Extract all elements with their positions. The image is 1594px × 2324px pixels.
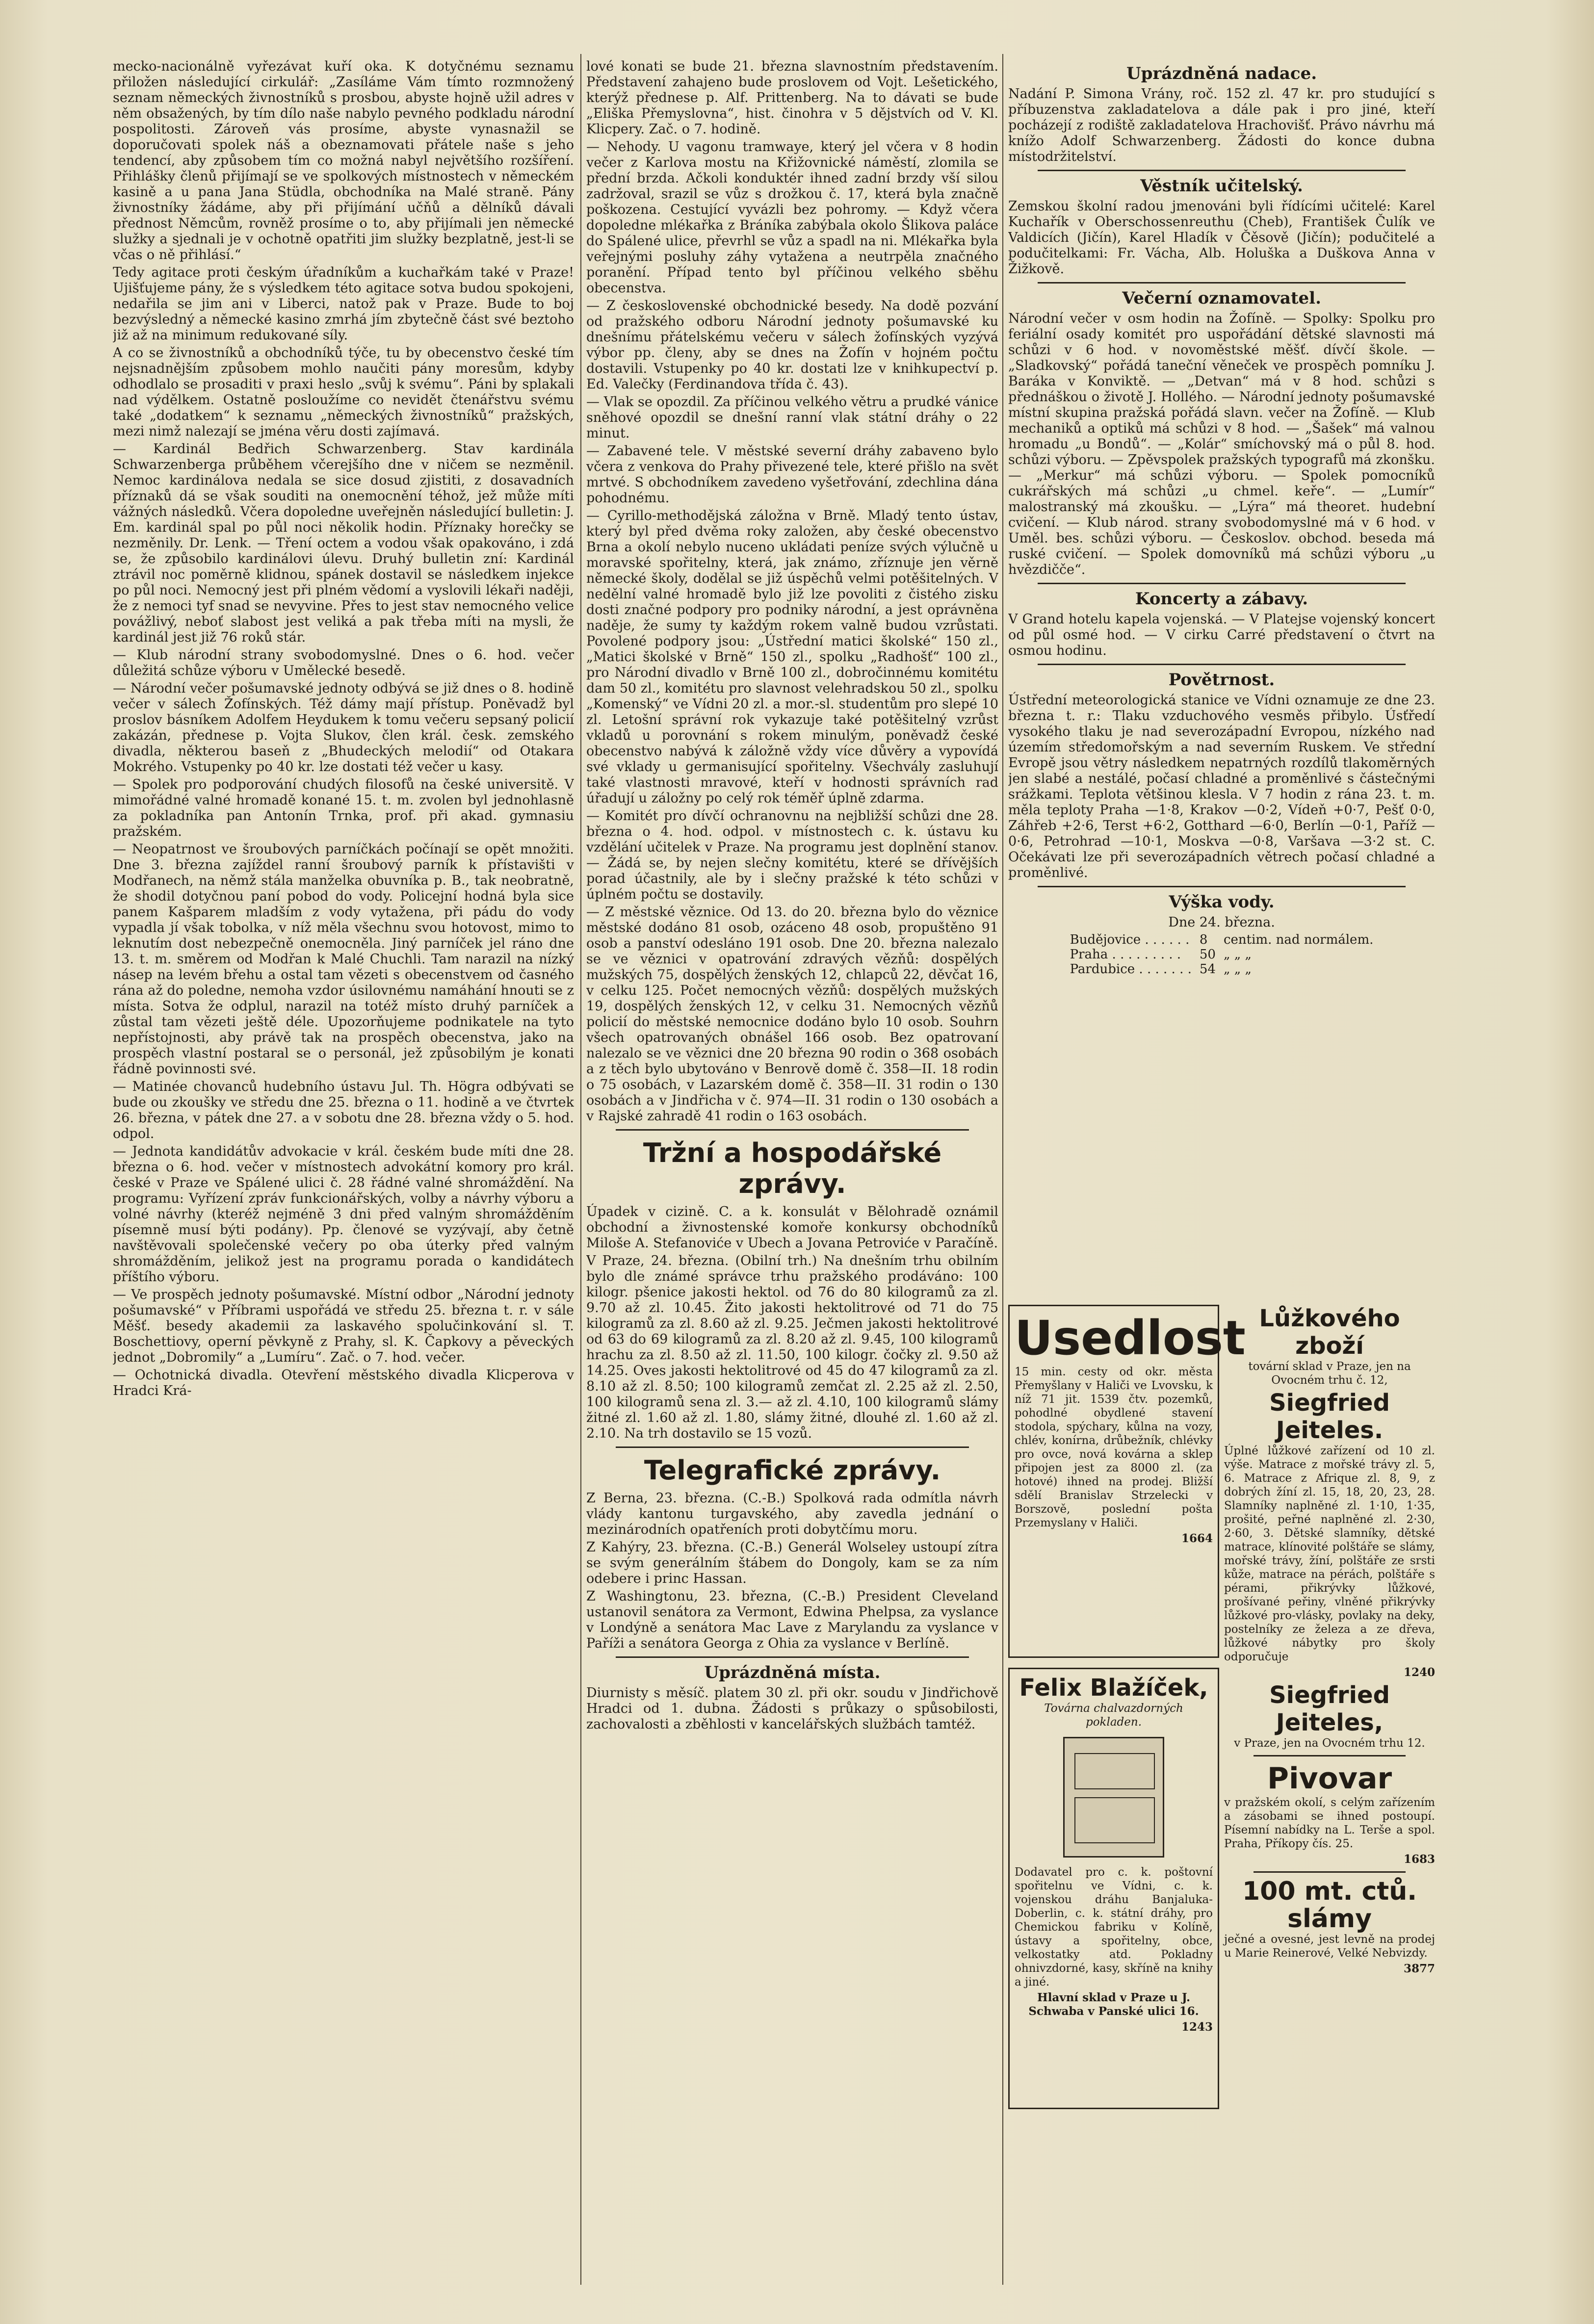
article-paragraph: Úpadek v cizině. C. a k. konsulát v Bělohradě oznámil obchodní a živnostenské komoře konkursy obchodníků Miloše A. Stefanoviće v Ubech a Jovana Petroviće v Paračíně. bbox=[586, 1204, 998, 1251]
bed-title: Lůžkového zboží bbox=[1259, 1305, 1400, 1360]
article-paragraph: — Z městské věznice. Od 13. do 20. března bylo do věznice městské dodáno 81 osob, ozáceno 48 osob, propuštěno 91 osob a panství odesláno 191 osob. Dne 20. března nalezalo se ve věznici v opatrování zdravých vězňů: dospělých mužských 75, dospělých ženských 12, chlapců 22, děvčat 16, v celku 125. Počet nemocných vězňů: dospělých mužských 19, dospělých ženských 12, v celku 31. Nemocných vězňů policií do městské nemocnice dodáno bylo 10 osob. Souhrn všech opatrovaných obnášel 166 osob. Bez opatrovaní nalezalo se ve věznici dne 20 března 90 rodin o 368 osobách a z těch bylo ubytováno v Benrově domě č. 358—II. 18 rodin o 75 osobách, v Lazarském domě č. 358—II. 31 rodin o 130 osobách a v Jindřicha v č. 974—II. 31 rodin o 130 osobách a v Rajské zahradě 41 rodin o 163 osobách. bbox=[586, 904, 998, 1124]
water-place: Budějovice . . . . . . bbox=[1070, 932, 1190, 947]
ad-number: 3877 bbox=[1403, 1962, 1435, 1975]
section-divider bbox=[616, 1656, 969, 1658]
telegraph-heading: Telegrafické zprávy. bbox=[644, 1455, 941, 1486]
article-paragraph: — Z československé obchodnické besedy. Na dodě pozvání od pražského odboru Národní jednoty pošumavské ku dnešnímu přátelskému večeru v sálech žofínských vyzývá výbor pp. členy, aby se dnes na Žofín v hojném počtu dostavili. Vstupenky po 40 kr. dostati lze v knihkupectví p. Ed. Valečky (Ferdinandova třída č. 43). bbox=[586, 298, 998, 392]
ad-number: 1683 bbox=[1403, 1853, 1435, 1866]
market-heading: Tržní a hospodářské zprávy. bbox=[643, 1137, 942, 1199]
water-heading: Výška vody. bbox=[1169, 892, 1275, 912]
section-divider bbox=[1038, 886, 1406, 887]
article-paragraph: — Ochotnická divadla. Otevření městského divadla Klicperova v Hradci Krá- bbox=[113, 1368, 574, 1398]
water-value: 8 bbox=[1199, 932, 1208, 947]
section-divider bbox=[616, 1446, 969, 1448]
column-rule bbox=[580, 54, 581, 2285]
article-paragraph: Ústřední meteorologická stanice ve Vídni oznamuje ze dne 23. března t. r.: Tlaku vzduchového vesměs přibylo. Úsťředí vysokého tlaku je nad severozápadní Evropou, nízkého nad územím středomořským a nad severním Ruskem. Ve střední Evropě jsou větry následkem nepatrných rozdílů tlakoměrných jen slabé a nestálé, počasí chladné a proměnlivé s částečnými srážkami. Teplota většinou klesla. V 7 hodin z rána 23. t. m. měla teploty Praha —1·8, Krakov —0·2, Vídeň +0·7, Pešť 0·0, Záhřeb +2·6, Terst +6·2, Gotthard —6·0, Berlín —0·1, Paříž —0·6, Petrohrad —10·1, Moskva —0·8, Varšava —3·2 st. C. Očekávati lze při severozápadních větrech počasí chladné a proměnlivé. bbox=[1008, 693, 1435, 880]
article-paragraph: V Praze, 24. března. (Obilní trh.) Na dnešním trhu obilním bylo dle známé správce trhu pražského prodáváno: 100 kilogr. pšenice jakosti hektol. od 76 do 80 kilogramů za zl. 9.70 až zl. 10.45. Žito jakosti hektolitrové od 71 do 75 kilogramů za zl. 8.60 až zl. 9.25. Ječmen jakosti hektolitrové od 63 do 69 kilogramů za zl. 8.20 až zl. 9.45, 100 kilogramů hrachu za zl. 8.50 až zl. 11.50, 100 kilogr. čočky zl. 9.50 až 14.25. Oves jakosti hektolitrové od 45 do 47 kilogramů za zl. 8.10 až zl. 8.50; 100 kilogramů zemčat zl. 2.25 až zl. 2.50, 100 kilogramů sena zl. 3.— až zl. 4.10, 100 kilogramů slámy žitné zl. 1.60 až zl. 1.80, slámy žitné, dlouhé zl. 1.60 až zl. 2.10. Na trh dostavilo se 15 vozů. bbox=[586, 1253, 998, 1441]
ad-text: ječné a ovesné, jest levně na prodej u Marie Reinerové, Velké Nebvizdy. bbox=[1224, 1933, 1435, 1960]
bed-address: v Praze, jen na Ovocném trhu 12. bbox=[1234, 1737, 1425, 1750]
ad-number: 1664 bbox=[1181, 1532, 1213, 1545]
article-paragraph: — Spolek pro podporování chudých filosofů na české universitě. V mimořádné valné hromadě konané 15. t. m. zvolen byl jednohlasně za pokladníka pan Antonín Trnka, prof. při akad. gymnasiu pražském. bbox=[113, 777, 574, 839]
vacancy-heading: Uprázdněná místa. bbox=[704, 1663, 881, 1682]
table-row bbox=[1066, 932, 1378, 947]
ad-number: 1240 bbox=[1403, 1666, 1435, 1679]
water-value: 54 bbox=[1199, 962, 1216, 977]
water-level-box bbox=[1008, 892, 1435, 977]
article-paragraph: Národní večer v osm hodin na Žofíně. — Spolky: Spolku pro feriální osady komitét pro uspořádání dětské slavnosti má schůzi v 6 hod. v novoměstské měšť. dívčí škole. — „Sladkovský“ pořádá taneční věneček ve prospěch pomníku J. Baráka v Konviktě. — „Detvan“ má v 8 hod. schůzi s přednáškou o životě J. Hollého. — Národní jednoty pošumavské místní skupina pražská pořádá slavn. večer na Žofíně. — Klub mechaniků a optiků má schůzi v 8 hod. — „Šašek“ má valnou hromadu „u Bondů“. — „Kolár“ smíchovský má o půl 8. hod. schůzi výboru. — Zpěvspolek pražských typografů má zkonšku. — „Merkur“ má schůzi výboru. — Spolek pomocníků cukrářských má schůzi „u chmel. keře“. — „Lumír“ malostranský má zkoušku. — „Lýra“ má theoret. hudební cvičení. — Klub národ. strany svobodomyslné má v 6 hod. v Uměl. bes. schůzi výboru. — Českoslov. obchod. beseda má ruské cvičení. — Spolek domovníků má schůzi výboru „u hvězdičče“. bbox=[1008, 311, 1435, 577]
ad-text: 15 min. cesty od okr. města Přemyšlany v Haliči ve Lvovsku, k níž 71 jit. 1539 čtv. pozemků, pohodlné obydlené stavení stodola, spýchary, kůlna na vozy, chlév, konírna, drůbežník, chlévky pro ovce, nová kovárna a sklep připojen jest za 8000 zl. (za hotové) ihned na prodej. Bližší sdělí Branislav Strzelecki v Borszově, poslední pošta Przemyslany v Haliči. bbox=[1015, 1366, 1213, 1529]
water-place: Pardubice . . . . . . . bbox=[1070, 962, 1192, 977]
article-paragraph: V Grand hotelu kapela vojenská. — V Platejse vojenský koncert od půl osmé hod. — V cirku Carré představení o čtvrt na osmou hodinu. bbox=[1008, 612, 1435, 658]
section-divider bbox=[1254, 1755, 1406, 1756]
article-paragraph: — Cyrillo-methodějská záložna v Brně. Mladý tento ústav, který byl před dvěma roky založen, aby české obecenstvo Brna a okolí nebylo nuceno ukládati peníze svých výlučně u moravské spořitelny, která, jak známo, zříznuje jen věrně německé školy, dodělal se již úspěchů velmi potěšitelných. V nedělní valné hromadě bylo již lze povoliti z čistého zisku dosti značné podpory pro podniky národní, a jest oprávněna naděje, že sumy ty každým rokem valně budou vzrůstati. Povolené podpory jsou: „Ústřední matici školské“ 150 zl., „Matici školské v Brně“ 150 zl., spolku „Radhošť“ 100 zl., pro Národní divadlo v Brně 100 zl., dobročinnému komitétu dam 50 zl., komitétu pro slavnost velehradskou 50 zl., spolku „Komenský“ ve Vídni 20 zl. a mor.-sl. studentům pro slepé 10 zl. Letošní správní rok vykazuje také potěšitelný vzrůst vkladů u porovnání s rokem minulým, poněvadž české obecenstvo nabývá k záložně vždy více důvěry a vypovídá své vklady u germanisující spořitelny. Všechvály zasluhují také vlastnosti mravové, kteří v hodnosti správních rad úřadují u záložny po celý rok téměř úplně zdarma. bbox=[586, 508, 998, 806]
section-divider bbox=[1038, 583, 1406, 584]
section-divider bbox=[1038, 170, 1406, 171]
water-table bbox=[1066, 932, 1378, 977]
column-rule bbox=[1002, 54, 1003, 2285]
article-paragraph: mecko-nacionálně vyřezávat kuří oka. K dotyčnému seznamu přiložen následující cirkulář: „Zasíláme Vám tímto rozmnožený seznam německých živnostníků s prosbou, abyste hojně užil adres v něm obsažených, by tím dílo naše nabylo pevného podkladu národní pospolitosti. Zároveň vás prosíme, abyste vynasnažil se doporučovati spolek náš a obeznamovati přátele naše s jeho tendencí, aby způsobem tím co možná nabyl největšího rozšíření. Přihlášky členů přijímají se ve spolkových místnostech v německém kasině a u pana Jana Stüdla, obchodníka na Malé straně. Pány živnostníky žádáme, aby při přijímání učňů a dělníků dávali přednost Němcům, rovněž prosíme o to, aby přijímali jen německé služky a sjednali je v ochotně opatřiti jim služky bezplatně, jest-li se včas o ně přihlásí.“ bbox=[113, 59, 574, 262]
article-paragraph: — Jednota kandidátův advokacie v král. českém bude míti dne 28. března o 6. hod. večer v místnostech advokátní komory pro král. české v Praze ve Spálené ulici č. 28 řádné valné shromáždění. Na programu: Vyřízení zpráv funkcionářských, volby a návrhy výboru a volné návrhy (kteréž nejméně 3 dni před valným shromážděním písemně musí býti podány). Pp. členové se vyzývají, aby četně navštěvovali společenské večery po oba úterky před valným shromážděním, jelikož jest na programu porada o kandidátech příštího výboru. bbox=[113, 1144, 574, 1285]
ad-number: 1243 bbox=[1181, 2020, 1213, 2034]
article-paragraph: Zemskou školní radou jmenováni byli řídícími učitelé: Karel Kuchařík v Oberschossenreuthu (Cheb), František Čulík ve Valdicích (Jičín), Karel Hladík v Čěsově (Jičín); podučitelé a podučitelkami: Fr. Vácha, Alb. Holuška a Duškova Anna v Žižkově. bbox=[1008, 199, 1435, 277]
concerts-heading: Koncerty a zábavy. bbox=[1135, 589, 1308, 609]
section-divider bbox=[616, 1129, 969, 1131]
article-paragraph: Z Washingtonu, 23. března, (C.-B.) President Cleveland ustanovil senátora za Vermont, Edwina Phelpsa, za vyslance v Londýně a senátora Mac Lave z Marylandu za vyslance v Paříži a senátora Georga z Ohia za vyslance v Berlíně. bbox=[586, 1589, 998, 1651]
table-row bbox=[1066, 962, 1378, 977]
bedding-ad bbox=[1224, 1305, 1435, 2286]
article-paragraph: A co se živnostníků a obchodníků týče, tu by obecenstvo české tím nejsnadnějším způsobem mohlo naučiti pány moresům, kdyby odhodlalo se prosaditi v praxi heslo „svůj k svému“. Páni by splakali nad výdělkem. Ostatně posloužíme co nevidět čtenářstvu svému také „dodatkem“ k seznamu „německých živnostníků“ pražských, mezi nimž nalezají se jména věru dosti zajímavá. bbox=[113, 345, 574, 439]
usedlost-title: Usedlost bbox=[1015, 1311, 1246, 1366]
water-value: 50 bbox=[1199, 947, 1216, 962]
article-paragraph: Z Berna, 23. března. (C.-B.) Spolková rada odmítla návrh vlády kantonu turgavského, aby zavedla jednání o mezinárodních opatřeních proti dobytčímu moru. bbox=[586, 1491, 998, 1537]
felix-sub: Továrna chalvazdorných pokladen. bbox=[1044, 1702, 1183, 1729]
ad-text: Úplné lůžkové zařízení od 10 zl. výše. Matrace z mořské trávy zl. 5, 6. Matrace z Afrique zl. 8, 9, z dobrých žíní zl. 15, 18, 20, 23, 28. Slamníky naplněné zl. 1·10, 1·35, prošité, peřné naplněné zl. 2·30, 2·60, 3. Dětské slamníky, dětské matrace, klínovité polštáře se slámy, mořské trávy, žíní, polštáře ze srsti kůže, matrace na pérách, polštáře s pérami, přikrývky lůžkové, prošívané peřiny, vlněné přikrývky lůžkové pro-vlásky, povlaky na deky, postelníky ze železa a ze dřeva, lůžkové nábytky pro školy odporučuje bbox=[1224, 1445, 1435, 1663]
article-paragraph: lové konati se bude 21. března slavnostním představením. Představení zahajeno bude proslovem od Vojt. Lešetického, kterýž přednese p. Alf. Prittenberg. Na to dávati se bude „Eliška Přemyslovna“, hist. činohra v 5 dějstvích od V. Kl. Klicpery. Zač. o 7. hodině. bbox=[586, 59, 998, 137]
water-place: Praha . . . . . . . . . bbox=[1070, 947, 1181, 962]
article-paragraph: — Neopatrnost ve šroubových parníčkách počínají se opět množiti. Dne 3. března zajíždel ranní šroubový parník k přístavišti v Modřanech, na němž stála manželka obuvníka p. B., tak neobratně, že shodil dotyčnou paní pobod do vody. Policejní hodná byla sice panem Kašparem mladším z vody vytažena, při pádu do vody vypadla jí však tobolka, v níž měla všechnu svou hotovost, mimo to leknutím dost nebezpečně onemocněla. Jiný parníček jel ráno dne 13. t. m. směrem od Modřan k Malé Chuchli. Tam narazil na nízký násep na levém břehu a ostal tam vězeti s obecenstvem od časného rána až do poledne, nemoha vzdor úsilovnému namáhání hnouti se z místa. Sotva že odplul, narazil na totéž místo druhý parníček a zůstal tam vězeti ještě déle. Upozorňujeme podnikatele na tyto nepřístojnosti, aby právě tak na prospěch obecenstva, jako na prospěch vlastní postaral se o personál, jež způsobilým je konati řádně povinnosti své. bbox=[113, 842, 574, 1077]
felix-branch: Hlavní sklad v Praze u J. Schwaba v Panské ulici 16. bbox=[1028, 1991, 1199, 2018]
water-unit: „ „ „ bbox=[1223, 962, 1252, 977]
bed-brand: Siegfried Jeiteles. bbox=[1269, 1389, 1390, 1444]
column-left bbox=[113, 59, 574, 2280]
felix-title: Felix Blažíček, bbox=[1019, 1674, 1208, 1702]
usedlost-ad bbox=[1008, 1305, 1246, 1658]
pivovar-title: Pivovar bbox=[1267, 1761, 1392, 1796]
article-paragraph: — Národní večer pošumavské jednoty odbývá se již dnes o 8. hodině večer v sálech Žofínských. Též dámy mají přístup. Poněvadž byl proslov básníkem Adolfem Heydukem k tomu večeru sepsaný policií zakázán, přednese p. Vojta Slukov, člen král. česk. zemského divadla, některou baseň z „Bhudeckých melodií“ od Otakara Mokrého. Vstupenky po 40 kr. lze dostati též večer u kasy. bbox=[113, 681, 574, 775]
safe-illustration bbox=[1063, 1737, 1164, 1858]
article-paragraph: — Nehody. U vagonu tramwaye, který jel včera v 8 hodin večer z Karlova mostu na Křižovnické náměstí, zlomila se přední brzda. Ačkoli konduktér ihned zadní brzdy vší silou zadržoval, srazil se vůz s drožkou č. 17, která byla značně poškozena. Cestující vyvázli bez pohromy. — Když včera dopoledne mlékařka z Bráníka zabýbala okolo Šlikova paláce do Spálené ulice, převrhl se vůz a spadl na ni. Mlékařka byla veřejnými posluhy záhy vytažena a neutrpěla značného poranění. Případ tento byl příčinou velkého sběhu obecenstva. bbox=[586, 139, 998, 296]
article-paragraph: — Kardinál Bedřich Schwarzenberg. Stav kardinála Schwarzenberga průběhem včerejšího dne v ničem se nezměnil. Nemoc kardinálova nedala se sice dosud zjistiti, z dosavadních příznaků dá se však souditi na onemocnění téhož, jež může míti vážných následků. Včera dopoledne uveřejněn následující bulletin: J. Em. kardinál spal po půl noci několik hodin. Příznaky horečky se nezměnily. Dr. Lenk. — Tření octem a vodou však opakováno, i zdá se, že způsobilo kardinálovi úlevu. Druhý bulletin zní: Kardinál ztrávil noc poměrně klidnou, spánek dostavil se následkem injekce po půl noci. Nemocný jest při plném vědomí a vyslovili lékaři naději, že z nemoci tyf snad se nevyvine. Přes to jest stav nemocného velice povážlivý, neboť slabost jest veliká a pak třeba míti na mysli, že kardinál jest již 76 roků stár. bbox=[113, 441, 574, 645]
article-paragraph: — Klub národní strany svobodomyslné. Dnes o 6. hod. večer důležitá schůze výboru v Umělecké besedě. bbox=[113, 647, 574, 678]
water-unit: centim. nad normálem. bbox=[1223, 932, 1374, 947]
foundation-heading: Uprázdněná nadace. bbox=[1126, 64, 1317, 83]
article-paragraph: Nadání P. Simona Vrány, roč. 152 zl. 47 kr. pro studující s příbuzenstva zakladatelova a dále pak i pro jiné, kteří pocházejí z rodiště zakladatelova Hrachovišť. Právo návrhu má knížo Adolf Schwarzenberg. Žádosti do konce dubna místodržitelství. bbox=[1008, 86, 1435, 164]
table-row bbox=[1066, 947, 1378, 962]
article-paragraph: — Komitét pro dívčí ochranovnu na nejbližší schůzi dne 28. března o 4. hod. odpol. v místnostech c. k. ústavu ku vzdělání učitelek v Praze. Na programu jest doplnění stanov. — Žádá se, by nejen slečny komitétu, které se dřívějších porad účastnily, ale by i slečny pražské k této schůzi v úplném počtu se dostavily. bbox=[586, 808, 998, 902]
ad-text: Dodavatel pro c. k. poštovní spořitelnu ve Vídni, c. k. vojenskou dráhu Banjaluka-Doberlin, c. k. státní dráhy, pro Chemickou fabriku v Kolíně, ústavy a spořitelny, obce, velkostatky atd. Pokladny ohnivzdorné, kasy, skříně na knihy a jiné. bbox=[1015, 1866, 1213, 1988]
evening-heading: Večerní oznamovatel. bbox=[1122, 288, 1321, 308]
section-divider bbox=[1038, 664, 1406, 665]
water-date: Dne 24. března. bbox=[1168, 915, 1275, 930]
bed-brand-2: Siegfried Jeiteles, bbox=[1269, 1681, 1390, 1736]
column-right bbox=[1008, 59, 1435, 1299]
felix-ad bbox=[1008, 1668, 1219, 2109]
straw-title: 100 mt. ctů. slámy bbox=[1242, 1877, 1417, 1934]
water-unit: „ „ „ bbox=[1223, 947, 1252, 962]
article-paragraph: — Vlak se opozdil. Za příčinou velkého větru a prudké vánice sněhové opozdil se dnešní ranní vlak státní dráhy o 22 minut. bbox=[586, 394, 998, 441]
advertisements bbox=[1008, 1305, 1435, 2280]
article-paragraph: Tedy agitace proti českým úřadníkům a kuchařkám také v Praze! Ujišťujeme pány, že s výsledkem této agitace sotva budou spokojeni, nedařila se jim ani v Liberci, natož pak v Praze. Bude to boj bezvýsledný a německé kasino zmrhá jím zbytečně část své beztoho již až na minimum redukované síly. bbox=[113, 265, 574, 343]
teacher-heading: Věstník učitelský. bbox=[1140, 176, 1303, 196]
article-paragraph: — Ve prospěch jednoty pošumavské. Místní odbor „Národní jednoty pošumavské“ v Příbrami uspořádá ve středu 25. března t. r. v sále Měšť. besedy akademii za laskavého spolučinkování sl. T. Boschettiovy, operní pěvkyně z Prahy, sl. K. Čapkovy a pěveckých jednot „Dobromily“ a „Lumíru“. Zač. o 7. hod. večer. bbox=[113, 1287, 574, 1365]
ad-text: v pražském okolí, s celým zařízením a zásobami se ihned postoupí. Písemní nabídky na L. Terše a spol. Praha, Příkopy čís. 25. bbox=[1224, 1796, 1435, 1850]
article-paragraph: Z Kahýry, 23. března. (C.-B.) Generál Wolseley ustoupí zítra se svým generálním štábem do Dongoly, kam se za ním odebere i princ Hassan. bbox=[586, 1540, 998, 1586]
article-paragraph: — Matinée chovanců hudebního ústavu Jul. Th. Högra odbývati se bude ou zkoušky ve středu dne 25. března o 11. hodině a ve čtvrtek 26. března, v pátek dne 27. a v sobotu dne 28. března vždy o 5. hod. odpol. bbox=[113, 1079, 574, 1141]
section-divider bbox=[1038, 282, 1406, 284]
weather-heading: Povětrnost. bbox=[1168, 670, 1275, 690]
column-middle bbox=[586, 59, 998, 2280]
article-paragraph: Diurnisty s měsíč. platem 30 zl. při okr. soudu v Jindřichově Hradci od 1. dubna. Žádosti s průkazy o spůsobilosti, zachovalosti a zběhlosti v kancelářských službách tamtéž. bbox=[586, 1685, 998, 1732]
bed-sub: tovární sklad v Praze, jen na Ovocném trhu č. 12, bbox=[1248, 1360, 1411, 1387]
article-paragraph: — Zabavené tele. V městské severní dráhy zabaveno bylo včera z venkova do Prahy přivezené tele, které přišlo na svět mrtvé. S obchodníkem zavedeno vyšetřování, zdechlina dána pohodnému. bbox=[586, 443, 998, 506]
section-divider bbox=[1254, 1871, 1406, 1873]
